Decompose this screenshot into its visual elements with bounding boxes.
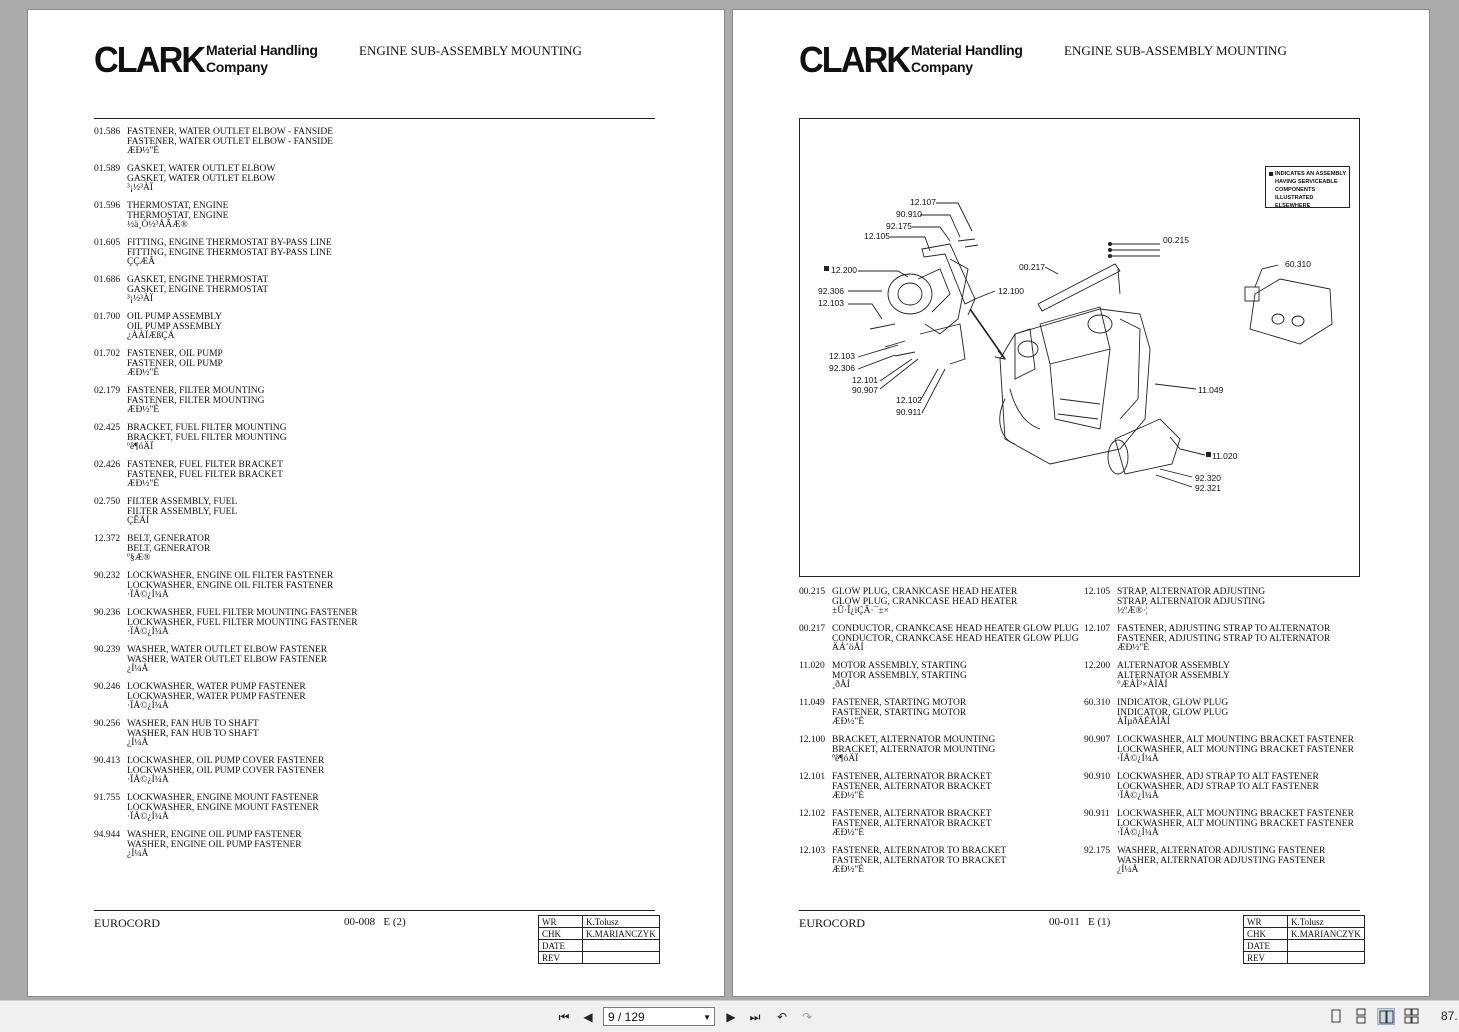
part-number: 90.256 (94, 719, 121, 729)
signoff-row (539, 916, 660, 928)
signoff-row (1244, 916, 1365, 928)
part-entry (1084, 736, 1354, 765)
part-number: 12.102 (799, 809, 826, 819)
part-entry (1084, 810, 1354, 839)
signoff-row (539, 940, 660, 952)
callout-label: 92.320 (1195, 473, 1221, 483)
callout-label: 12.103 (818, 298, 844, 308)
callout-label: 60.310 (1285, 259, 1311, 269)
part-entry (94, 646, 358, 675)
callout-label: 92.321 (1195, 483, 1221, 493)
continuous-facing-view-icon[interactable] (1403, 1008, 1421, 1025)
part-entry (1084, 625, 1354, 654)
clark-logo (799, 39, 1039, 90)
continuous-view-icon[interactable] (1352, 1008, 1370, 1025)
part-number: 12.103 (799, 846, 826, 856)
part-description: BELT, GENERATOR BELT, GENERATOR º§Æ® (127, 534, 211, 563)
part-entry (94, 202, 358, 231)
signoff-key: CHK (539, 928, 583, 940)
part-entry (799, 810, 1079, 839)
part-entry (1084, 662, 1354, 691)
signoff-row (1244, 928, 1365, 940)
part-description: OIL PUMP ASSEMBLY OIL PUMP ASSEMBLY ¿ÀÀÏÆßÇÁ (127, 312, 222, 341)
part-entry (1084, 773, 1354, 802)
part-number: 90.246 (94, 682, 121, 692)
part-description: ALTERNATOR ASSEMBLY ALTERNATOR ASSEMBLY °ÆÀÌ³×ÀÌÅÍ (1117, 661, 1230, 690)
legend-square-icon (1269, 172, 1273, 176)
footer-label: EUROCORD (94, 916, 161, 930)
logo-subtitle: Material Handling Company (206, 42, 318, 75)
page-title: ENGINE SUB-ASSEMBLY MOUNTING (1064, 43, 1287, 58)
parts-list (94, 128, 358, 868)
callout-label: 92.175 (886, 221, 912, 231)
part-number: 02.750 (94, 497, 121, 507)
parts-list-col2 (1084, 588, 1354, 884)
part-entry (94, 683, 358, 712)
footer-code: 00-008 E (2) (344, 916, 406, 928)
part-number: 90.413 (94, 756, 121, 766)
footer-code: 00-011 E (1) (1049, 916, 1111, 928)
part-description: FASTENER, STARTING MOTOR FASTENER, STARTING MOTOR ÆÐ½"È (832, 698, 967, 727)
part-number: 01.589 (94, 164, 121, 174)
part-description: FASTENER, FILTER MOUNTING FASTENER, FILTER MOUNTING ÆÐ½"È (127, 386, 265, 415)
part-entry (94, 498, 358, 527)
footer-rule (94, 910, 655, 911)
signoff-key: REV (539, 952, 583, 964)
callout-label: 11.049 (1198, 385, 1224, 395)
callout-label: 92.306 (829, 363, 855, 373)
part-number: 11.020 (799, 661, 825, 671)
clark-logo (94, 39, 334, 90)
part-description: MOTOR ASSEMBLY, STARTING MOTOR ASSEMBLY, STARTING ¸ðÅÍ (832, 661, 967, 690)
part-description: LOCKWASHER, ALT MOUNTING BRACKET FASTENER LOCKWASHER, ALT MOUNTING BRACKET FASTENER ·ÏÅ©¿Í¼Å (1117, 735, 1354, 764)
part-description: FASTENER, ALTERNATOR BRACKET FASTENER, ALTERNATOR BRACKET ÆÐ½"È (832, 772, 992, 801)
part-entry (94, 350, 358, 379)
signoff-key: CHK (1244, 928, 1288, 940)
part-description: LOCKWASHER, ENGINE OIL FILTER FASTENER LOCKWASHER, ENGINE OIL FILTER FASTENER ·ÏÅ©¿Í¼Å (127, 571, 334, 600)
part-entry (94, 313, 358, 342)
part-number: 12.105 (1084, 587, 1111, 597)
part-number: 01.605 (94, 238, 121, 248)
part-number: 12.100 (799, 735, 826, 745)
callout-label: 12.103 (829, 351, 855, 361)
part-description: WASHER, ALTERNATOR ADJUSTING FASTENER WASHER, ALTERNATOR ADJUSTING FASTENER ¿Í¼Å (1117, 846, 1326, 875)
header-rule (94, 118, 655, 119)
assembly-legend: INDICATES AN ASSEMBLY HAVING SERVICEABLE COMPONENTS ILLUSTRATED ELSEWHERE (1265, 166, 1350, 208)
signoff-value (583, 940, 660, 952)
callout-label: 00.215 (1163, 235, 1189, 245)
part-number: 12.107 (1084, 624, 1111, 634)
part-entry (94, 165, 358, 194)
part-number: 90.911 (1084, 809, 1110, 819)
part-number: 90.232 (94, 571, 121, 581)
zoom-level[interactable]: 87. (1441, 1009, 1458, 1023)
callout-label: 92.306 (818, 286, 844, 296)
part-entry (94, 572, 358, 601)
signoff-table (538, 915, 660, 964)
part-number: 90.907 (1084, 735, 1111, 745)
part-entry (94, 720, 358, 749)
footer-label: EUROCORD (799, 916, 866, 930)
signoff-row (539, 952, 660, 964)
signoff-value (1288, 952, 1365, 964)
document-page-left (28, 10, 724, 996)
part-entry (799, 625, 1079, 654)
part-entry (799, 662, 1079, 691)
part-entry (799, 736, 1079, 765)
facing-view-icon[interactable] (1377, 1008, 1395, 1025)
part-number: 94.944 (94, 830, 121, 840)
part-description: LOCKWASHER, ENGINE MOUNT FASTENER LOCKWASHER, ENGINE MOUNT FASTENER ·ÏÅ©¿Í¼Å (127, 793, 319, 822)
part-number: 12.200 (1084, 661, 1111, 671)
part-description: FILTER ASSEMBLY, FUEL FILTER ASSEMBLY, FUEL ÇÊÅÍ (127, 497, 238, 526)
part-number: 00.217 (799, 624, 826, 634)
part-number: 92.175 (1084, 846, 1111, 856)
signoff-key: REV (1244, 952, 1288, 964)
callout-label: 11.020 (1212, 451, 1238, 461)
part-description: LOCKWASHER, FUEL FILTER MOUNTING FASTENER LOCKWASHER, FUEL FILTER MOUNTING FASTENER ·ÏÅ©¿Í¼Å (127, 608, 358, 637)
callout-label: 12.200 (831, 265, 857, 275)
signoff-table (1243, 915, 1365, 964)
callout-label: 12.101 (852, 375, 878, 385)
part-number: 90.239 (94, 645, 121, 655)
first-page-icon[interactable]: ⏮ (558, 1010, 570, 1024)
signoff-value (583, 952, 660, 964)
go-forward-icon[interactable]: ↷ (801, 1010, 813, 1024)
signoff-row (1244, 952, 1365, 964)
part-number: 02.426 (94, 460, 121, 470)
part-entry (94, 794, 358, 823)
page-number-input[interactable]: 9 / 129 ▼ (603, 1007, 715, 1026)
part-description: LOCKWASHER, OIL PUMP COVER FASTENER LOCKWASHER, OIL PUMP COVER FASTENER ·ÏÅ©¿Í¼Å (127, 756, 325, 785)
part-number: 00.215 (799, 587, 826, 597)
callout-label: 90.910 (896, 209, 922, 219)
go-back-icon[interactable]: ↶ (776, 1010, 788, 1024)
part-number: 12.372 (94, 534, 121, 544)
part-number: 01.596 (94, 201, 121, 211)
part-description: GLOW PLUG, CRANKCASE HEAD HEATER GLOW PLUG, CRANKCASE HEAD HEATER ±Û·Î¿ìÇÃ·¯±× (832, 587, 1018, 616)
signoff-value: K.MARIANCZYK (583, 928, 660, 940)
part-number: 02.179 (94, 386, 121, 396)
callout-label: 00.217 (1019, 262, 1045, 272)
viewer-toolbar (0, 1000, 1459, 1032)
part-number: 01.586 (94, 127, 121, 137)
signoff-key: WR (539, 916, 583, 928)
footer-rule (799, 910, 1360, 911)
part-entry (1084, 588, 1354, 617)
single-page-view-icon[interactable] (1327, 1008, 1345, 1025)
part-entry (94, 757, 358, 786)
page-title: ENGINE SUB-ASSEMBLY MOUNTING (359, 43, 582, 58)
part-description: STRAP, ALTERNATOR ADJUSTING STRAP, ALTERNATOR ADJUSTING ½ºÆ®·¦ (1117, 587, 1266, 616)
signoff-row (1244, 940, 1365, 952)
part-description: CONDUCTOR, CRANKCASE HEAD HEATER GLOW PLUG CONDUCTOR, CRANKCASE HEAD HEATER GLOW PLUG ÄÁ´öÅÍ (832, 624, 1079, 653)
part-entry (94, 239, 358, 268)
part-description: BRACKET, ALTERNATOR MOUNTING BRACKET, ALTERNATOR MOUNTING ºê¶óÄÏ (832, 735, 996, 764)
part-entry (94, 128, 358, 157)
part-entry (799, 847, 1079, 876)
part-description: GASKET, ENGINE THERMOSTAT GASKET, ENGINE THERMOSTAT ³¡½³ÀÏ (127, 275, 269, 304)
part-entry (94, 535, 358, 564)
part-entry (94, 609, 358, 638)
part-description: LOCKWASHER, ALT MOUNTING BRACKET FASTENER LOCKWASHER, ALT MOUNTING BRACKET FASTENER ·ÏÅ©¿Í¼Å (1117, 809, 1354, 838)
prev-page-icon[interactable]: ◀ (583, 1010, 593, 1024)
part-number: 02.425 (94, 423, 121, 433)
part-description: FASTENER, ALTERNATOR BRACKET FASTENER, ALTERNATOR BRACKET ÆÐ½"È (832, 809, 992, 838)
part-number: 01.686 (94, 275, 121, 285)
part-description: INDICATOR, GLOW PLUG INDICATOR, GLOW PLUG ÀÎµðÄÉÀÌÅÍ (1117, 698, 1229, 727)
part-description: THERMOSTAT, ENGINE THERMOSTAT, ENGINE ½ä¸Ö½³ÅÂÆ® (127, 201, 229, 230)
part-number: 90.910 (1084, 772, 1111, 782)
signoff-value (1288, 940, 1365, 952)
part-entry (94, 424, 358, 453)
logo-word: CLARK (94, 39, 205, 80)
part-description: FASTENER, ADJUSTING STRAP TO ALTERNATOR FASTENER, ADJUSTING STRAP TO ALTERNATOR ÆÐ½"È (1117, 624, 1331, 653)
document-page-right (733, 10, 1429, 996)
part-entry (799, 699, 1079, 728)
exploded-diagram (799, 118, 1360, 577)
signoff-value: K.MARIANCZYK (1288, 928, 1365, 940)
part-description: GASKET, WATER OUTLET ELBOW GASKET, WATER OUTLET ELBOW ³¡½³ÀÏ (127, 164, 276, 193)
callout-label: 12.107 (910, 197, 936, 207)
signoff-key: WR (1244, 916, 1288, 928)
part-entry (1084, 847, 1354, 876)
part-entry (1084, 699, 1354, 728)
callout-label: 12.102 (896, 395, 922, 405)
callout-label: 90.907 (852, 385, 878, 395)
part-description: FASTENER, OIL PUMP FASTENER, OIL PUMP ÆÐ½"È (127, 349, 223, 378)
part-number: 12.101 (799, 772, 826, 782)
signoff-row (539, 928, 660, 940)
part-number: 11.049 (799, 698, 825, 708)
part-number: 60.310 (1084, 698, 1111, 708)
part-number: 91.755 (94, 793, 121, 803)
part-description: BRACKET, FUEL FILTER MOUNTING BRACKET, FUEL FILTER MOUNTING ºê¶óÄÏ (127, 423, 287, 452)
part-number: 90.236 (94, 608, 121, 618)
next-page-icon[interactable]: ▶ (726, 1010, 736, 1024)
last-page-icon[interactable]: ⏭ (749, 1010, 761, 1024)
callout-label: 12.105 (864, 231, 890, 241)
chevron-down-icon[interactable]: ▼ (703, 1013, 711, 1022)
signoff-key: DATE (539, 940, 583, 952)
part-number: 01.700 (94, 312, 121, 322)
part-entry (799, 588, 1079, 617)
signoff-value: K.Tolusz (1288, 916, 1365, 928)
part-description: WASHER, WATER OUTLET ELBOW FASTENER WASHER, WATER OUTLET ELBOW FASTENER ¿Í¼Å (127, 645, 328, 674)
callout-label: 12.100 (998, 286, 1024, 296)
part-description: FASTENER, WATER OUTLET ELBOW - FANSIDE FASTENER, WATER OUTLET ELBOW - FANSIDE ÆÐ½"È (127, 127, 334, 156)
parts-list-col1 (799, 588, 1079, 884)
logo-subtitle: Material Handling Company (911, 42, 1023, 75)
part-entry (94, 831, 358, 860)
part-number: 01.702 (94, 349, 121, 359)
part-entry (799, 773, 1079, 802)
logo-word: CLARK (799, 39, 910, 80)
signoff-key: DATE (1244, 940, 1288, 952)
signoff-value: K.Tolusz (583, 916, 660, 928)
part-description: FASTENER, ALTERNATOR TO BRACKET FASTENER, ALTERNATOR TO BRACKET ÆÐ½"È (832, 846, 1007, 875)
part-description: WASHER, FAN HUB TO SHAFT WASHER, FAN HUB TO SHAFT ¿Í¼Å (127, 719, 259, 748)
part-entry (94, 461, 358, 490)
part-description: LOCKWASHER, ADJ STRAP TO ALT FASTENER LOCKWASHER, ADJ STRAP TO ALT FASTENER ·ÏÅ©¿Í¼Å (1117, 772, 1319, 801)
part-entry (94, 387, 358, 416)
part-entry (94, 276, 358, 305)
part-description: LOCKWASHER, WATER PUMP FASTENER LOCKWASHER, WATER PUMP FASTENER ·ÏÅ©¿Í¼Å (127, 682, 306, 711)
part-description: WASHER, ENGINE OIL PUMP FASTENER WASHER, ENGINE OIL PUMP FASTENER ¿Í¼Å (127, 830, 302, 859)
part-description: FITTING, ENGINE THERMOSTAT BY-PASS LINE FITTING, ENGINE THERMOSTAT BY-PASS LINE ÇÇÆÃ (127, 238, 332, 267)
part-description: FASTENER, FUEL FILTER BRACKET FASTENER, FUEL FILTER BRACKET ÆÐ½"È (127, 460, 283, 489)
callout-label: 90.911 (896, 407, 922, 417)
